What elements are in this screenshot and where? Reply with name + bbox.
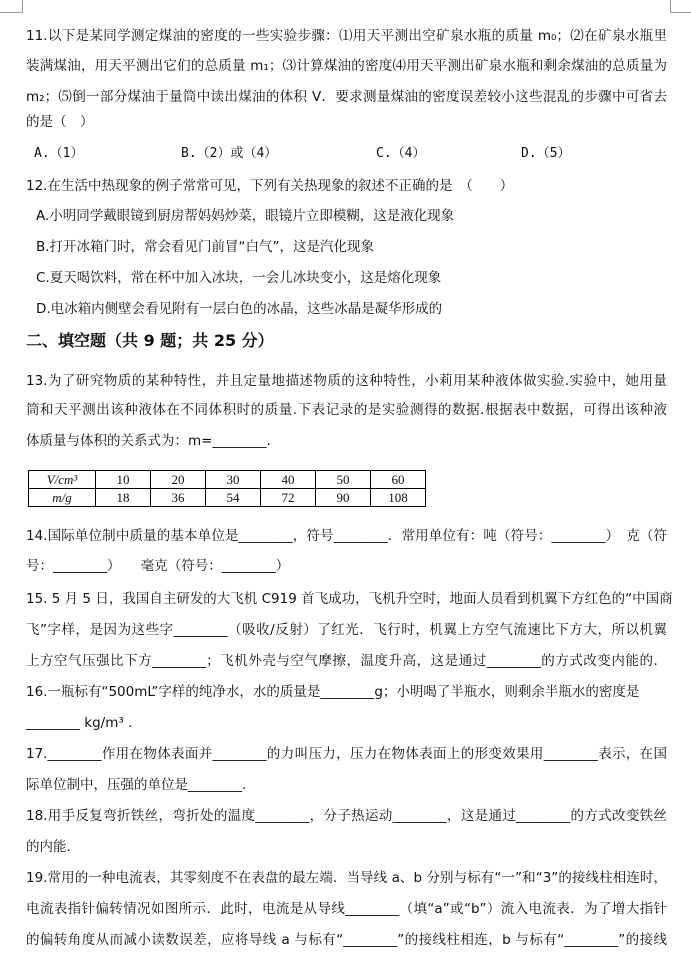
corner-mark-right bbox=[671, 12, 691, 13]
q17-line: 际单位制中，压强的单位是________． bbox=[26, 777, 256, 793]
table-cell: 18 bbox=[96, 489, 151, 507]
corner-mark-left bbox=[0, 12, 22, 13]
table-cell: 90 bbox=[316, 489, 371, 507]
table-cell: 60 bbox=[371, 471, 426, 489]
table-cell: 36 bbox=[151, 489, 206, 507]
q14-line: 14.国际单位制中质量的基本单位是________，符号________．常用单位有：吨（符号：________） 克（符 bbox=[26, 528, 667, 544]
q17-line: 17.________作用在物体表面并________的力叫压力，压力在物体表面上的形变效果用________表示，在国 bbox=[26, 746, 667, 762]
q11-line: 装满煤油，用天平测出它们的总质量 m₁；⑶计算煤油的密度⑷用天平测出矿泉水瓶和剩余煤油的总质量为 bbox=[26, 58, 667, 74]
q11-option-a: A.（1） bbox=[34, 146, 84, 161]
q11-option-c: C.（4） bbox=[376, 146, 426, 161]
table-cell: 54 bbox=[206, 489, 261, 507]
q19-line: 的偏转角度从而减小读数误差，应将导线 a 与标有“________”的接线柱相连，b 与标有“________”的接线 bbox=[26, 932, 667, 948]
q13-line: 体质量与体积的关系式为：m=________. bbox=[26, 433, 271, 449]
table-cell: 10 bbox=[96, 471, 151, 489]
table-row bbox=[29, 471, 426, 489]
table-cell: 20 bbox=[151, 471, 206, 489]
q14-line: 号：________） 毫克（符号：________） bbox=[26, 558, 290, 574]
corner-mark-left-v bbox=[22, 0, 23, 13]
q18-line: 的内能． bbox=[26, 839, 80, 855]
table-cell: 40 bbox=[261, 471, 316, 489]
q15-line: 飞”字样，是因为这些字________（吸收/反射）了红光．飞行时，机翼上方空气流速比下方大，所以机翼 bbox=[26, 622, 667, 638]
q19-line: 电流表指针偏转情况如图所示．此时，电流是从导线________（填“a”或“b”）流入电流表．为了增大指针 bbox=[26, 901, 667, 917]
q12-stem: 12.在生活中热现象的例子常常可见，下列有关热现象的叙述不正确的是 （ ） bbox=[26, 178, 514, 194]
q11-option-d: D.（5） bbox=[521, 146, 571, 161]
table-row bbox=[29, 489, 426, 507]
section-heading: 二、填空题（共 9 题；共 25 分） bbox=[26, 331, 274, 350]
q11-line: m₂；⑸倒一部分煤油于量筒中读出煤油的体积 V．要求测量煤油的密度误差较小这些混乱的步骤中可省去 bbox=[26, 89, 667, 105]
q13-line: 13.为了研究物质的某种特性，并且定量地描述物质的这种特性，小莉用某种液体做实验.实验中，她用量 bbox=[26, 373, 667, 389]
q15-line: 15. 5 月 5 日，我国自主研发的大飞机 C919 首飞成功，飞机升空时，地面人员看到机翼下方红色的“中国商 bbox=[26, 591, 673, 607]
q11-option-b: B.（2）或（4） bbox=[181, 146, 278, 161]
q18-line: 18.用手反复弯折铁丝，弯折处的温度________，分子热运动________，这是通过________的方式改变铁丝 bbox=[26, 808, 667, 824]
table-cell: 30 bbox=[206, 471, 261, 489]
q11-line: 的是（ ） bbox=[26, 114, 94, 130]
q12-option-d: D.电冰箱内侧壁会看见附有一层白色的冰晶，这些冰晶是凝华形成的 bbox=[36, 301, 443, 317]
table-cell: 50 bbox=[316, 471, 371, 489]
q11-line: 11.以下是某同学测定煤油的密度的一些实验步骤：⑴用天平测出空矿泉水瓶的质量 m₀；⑵在矿泉水瓶里 bbox=[26, 28, 667, 44]
q12-option-c: C.夏天喝饮料，常在杯中加入冰块，一会儿冰块变小，这是熔化现象 bbox=[36, 270, 442, 286]
q15-line: 上方空气压强比下方________；飞机外壳与空气摩擦，温度升高，这是通过________的方式改变内能的． bbox=[26, 653, 667, 669]
q12-option-b: B.打开冰箱门时，常会看见门前冒“白气”，这是汽化现象 bbox=[36, 239, 375, 255]
q16-line: ________ kg/m³ ． bbox=[26, 715, 142, 731]
volume-mass-table bbox=[28, 470, 426, 507]
corner-mark-right-v bbox=[670, 0, 671, 13]
q19-line: 19.常用的一种电流表，其零刻度不在表盘的最左端．当导线 a、b 分别与标有“一”和“3”的接线柱相连时， bbox=[26, 870, 667, 886]
q12-option-a: A.小明同学戴眼镜到厨房帮妈妈炒菜，眼镜片立即模糊，这是液化现象 bbox=[36, 208, 455, 224]
table-cell: 72 bbox=[261, 489, 316, 507]
row-header: V/cm³ bbox=[29, 471, 96, 489]
q16-line: 16.一瓶标有“500mL”字样的纯净水，水的质量是________g；小明喝了半瓶水，则剩余半瓶水的密度是 bbox=[26, 684, 640, 700]
row-header: m/g bbox=[29, 489, 96, 507]
table-cell: 108 bbox=[371, 489, 426, 507]
q13-line: 筒和天平测出该种液体在不同体积时的质量.下表记录的是实验测得的数据.根据表中数据，可得出该种液 bbox=[26, 402, 667, 418]
